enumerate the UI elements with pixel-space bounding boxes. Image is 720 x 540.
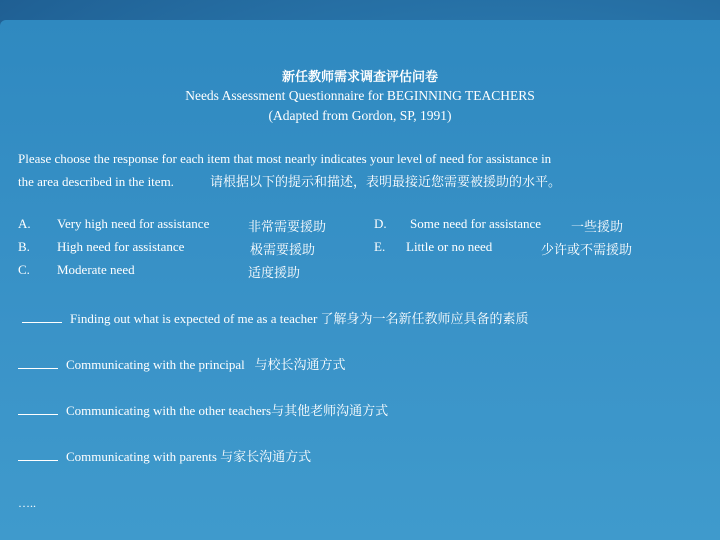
item-english: Communicating with the other teachers	[66, 403, 272, 418]
intro-line-1: Please choose the response for each item that most nearly indicates your level of need for assistance in	[18, 151, 552, 166]
option-a-english: Very high need for assistance	[57, 216, 210, 231]
list-item	[18, 354, 345, 373]
intro-line-2-chinese: 请根据以下的提示和描述，表明最接近您需要被援助的水平。	[209, 174, 561, 189]
item-chinese: 了解身为一名新任教师应具备的素质	[320, 311, 529, 326]
item-chinese: 与家长沟通方式	[220, 449, 312, 464]
list-item	[18, 400, 388, 419]
option-b-chinese: 极需要援助	[250, 242, 316, 257]
title-english: Needs Assessment Questionnaire for BEGINNING TEACHERS	[185, 88, 535, 103]
item-chinese: 与其他老师沟通方式	[271, 403, 389, 418]
title-chinese: 新任教师需求调查评估问卷	[281, 69, 438, 84]
option-a-letter: A.	[18, 216, 31, 231]
option-b-letter: B.	[18, 239, 30, 254]
title-source: (Adapted from Gordon, SP, 1991)	[268, 108, 452, 123]
answer-blank[interactable]	[18, 402, 58, 415]
option-d-chinese: 一些援助	[571, 219, 624, 234]
option-c-english: Moderate need	[57, 262, 135, 277]
intro-line-2-english: the area described in the item.	[18, 174, 174, 189]
item-english: Communicating with the principal	[66, 357, 245, 372]
answer-blank[interactable]	[22, 310, 62, 323]
option-c-letter: C.	[18, 262, 30, 277]
intro-line-2	[18, 171, 561, 190]
option-e-english: Little or no need	[406, 239, 493, 254]
option-e-letter: E.	[374, 239, 386, 254]
option-c-chinese: 适度援助	[248, 265, 301, 280]
answer-blank[interactable]	[18, 448, 58, 461]
item-chinese: 与校长沟通方式	[254, 357, 346, 372]
answer-blank[interactable]	[18, 356, 58, 369]
option-a-chinese: 非常需要援助	[248, 219, 327, 234]
item-english: Finding out what is expected of me as a teacher	[70, 311, 318, 326]
continuation-ellipsis: …..	[18, 496, 36, 510]
item-english: Communicating with parents	[66, 449, 217, 464]
list-item	[18, 446, 311, 465]
option-d-letter: D.	[374, 216, 387, 231]
option-e-chinese: 少许或不需援助	[541, 242, 633, 257]
option-b-english: High need for assistance	[57, 239, 185, 254]
option-d-english: Some need for assistance	[410, 216, 542, 231]
list-item	[22, 308, 529, 327]
